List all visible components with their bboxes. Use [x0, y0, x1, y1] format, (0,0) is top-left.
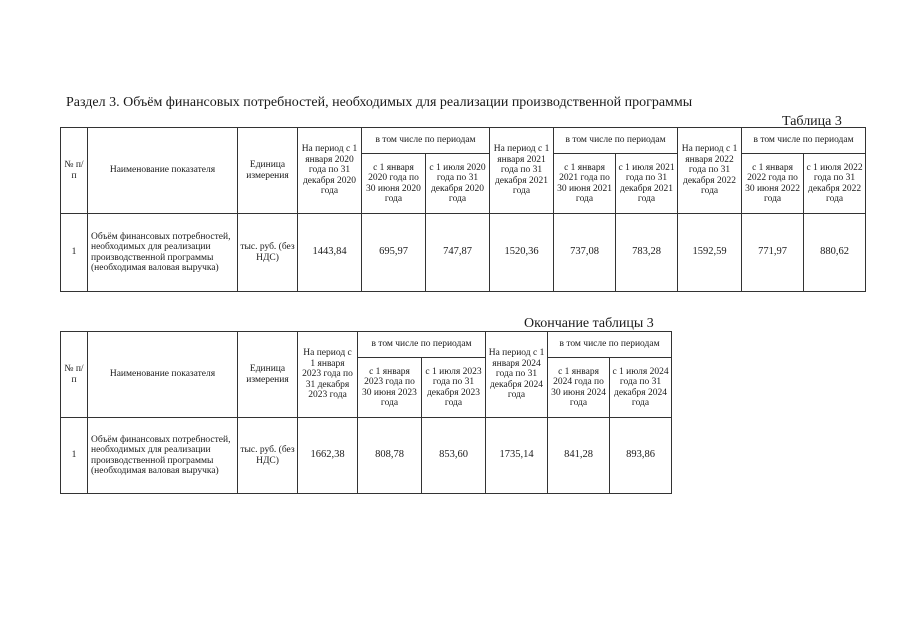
table-header-row: [61, 332, 672, 358]
col-header-2022-h2: с 1 июля 2022 года по 31 декабря 2022 года: [804, 154, 866, 214]
table-row: [61, 418, 672, 494]
col-header-period-2022: На период с 1 января 2022 года по 31 декабря 2022 года: [678, 128, 742, 214]
value-2023-h1: 808,78: [358, 418, 422, 494]
value-2023-total: 1662,38: [298, 418, 358, 494]
col-header-unit: Единица измерения: [238, 332, 298, 418]
financial-needs-table-2023-2024: [60, 331, 672, 494]
col-header-2024-h1: с 1 января 2024 года по 30 июня 2024 года: [548, 358, 610, 418]
value-2024-h1: 841,28: [548, 418, 610, 494]
value-2022-h1: 771,97: [742, 214, 804, 292]
value-2020-h2: 747,87: [426, 214, 490, 292]
col-header-incl-2022: в том числе по периодам: [742, 128, 866, 154]
financial-needs-table-2020-2022: [60, 127, 866, 292]
table-header-row: [61, 128, 866, 154]
col-header-period-2020: На период с 1 января 2020 года по 31 декабря 2020 года: [298, 128, 362, 214]
value-2023-h2: 853,60: [422, 418, 486, 494]
col-header-period-2024: На период с 1 января 2024 года по 31 декабря 2024 года: [486, 332, 548, 418]
value-2024-h2: 893,86: [610, 418, 672, 494]
table-2-label: Окончание таблицы 3: [524, 316, 654, 331]
col-header-incl-2024: в том числе по периодам: [548, 332, 672, 358]
col-header-incl-2023: в том числе по периодам: [358, 332, 486, 358]
col-header-name: Наименование показателя: [88, 128, 238, 214]
row-num: 1: [61, 418, 88, 494]
section-heading: Раздел 3. Объём финансовых потребностей, необходимых для реализации производственной программы: [66, 95, 693, 110]
col-header-incl-2021: в том числе по периодам: [554, 128, 678, 154]
col-header-num: № п/п: [61, 128, 88, 214]
col-header-2022-h1: с 1 января 2022 года по 30 июня 2022 года: [742, 154, 804, 214]
col-header-2023-h1: с 1 января 2023 года по 30 июня 2023 года: [358, 358, 422, 418]
value-2022-total: 1592,59: [678, 214, 742, 292]
value-2024-total: 1735,14: [486, 418, 548, 494]
value-2020-h1: 695,97: [362, 214, 426, 292]
table-row: [61, 214, 866, 292]
row-unit: тыс. руб. (без НДС): [238, 214, 298, 292]
col-header-name: Наименование показателя: [88, 332, 238, 418]
value-2021-total: 1520,36: [490, 214, 554, 292]
value-2021-h2: 783,28: [616, 214, 678, 292]
col-header-num: № п/п: [61, 332, 88, 418]
col-header-unit: Единица измерения: [238, 128, 298, 214]
col-header-2023-h2: с 1 июля 2023 года по 31 декабря 2023 года: [422, 358, 486, 418]
col-header-2020-h2: с 1 июля 2020 года по 31 декабря 2020 года: [426, 154, 490, 214]
row-indicator-name: Объём финансовых потребностей, необходимых для реализации производственной программы (необходимая валовая выручка): [88, 418, 238, 494]
table-1-label: Таблица 3: [782, 114, 842, 129]
col-header-2021-h2: с 1 июля 2021 года по 31 декабря 2021 года: [616, 154, 678, 214]
col-header-2024-h2: с 1 июля 2024 года по 31 декабря 2024 года: [610, 358, 672, 418]
col-header-incl-2020: в том числе по периодам: [362, 128, 490, 154]
row-unit: тыс. руб. (без НДС): [238, 418, 298, 494]
value-2021-h1: 737,08: [554, 214, 616, 292]
col-header-period-2021: На период с 1 января 2021 года по 31 декабря 2021 года: [490, 128, 554, 214]
col-header-2021-h1: с 1 января 2021 года по 30 июня 2021 года: [554, 154, 616, 214]
row-num: 1: [61, 214, 88, 292]
col-header-2020-h1: с 1 января 2020 года по 30 июня 2020 года: [362, 154, 426, 214]
value-2020-total: 1443,84: [298, 214, 362, 292]
col-header-period-2023: На период с 1 января 2023 года по 31 декабря 2023 года: [298, 332, 358, 418]
value-2022-h2: 880,62: [804, 214, 866, 292]
row-indicator-name: Объём финансовых потребностей, необходимых для реализации производственной программы (необходимая валовая выручка): [88, 214, 238, 292]
